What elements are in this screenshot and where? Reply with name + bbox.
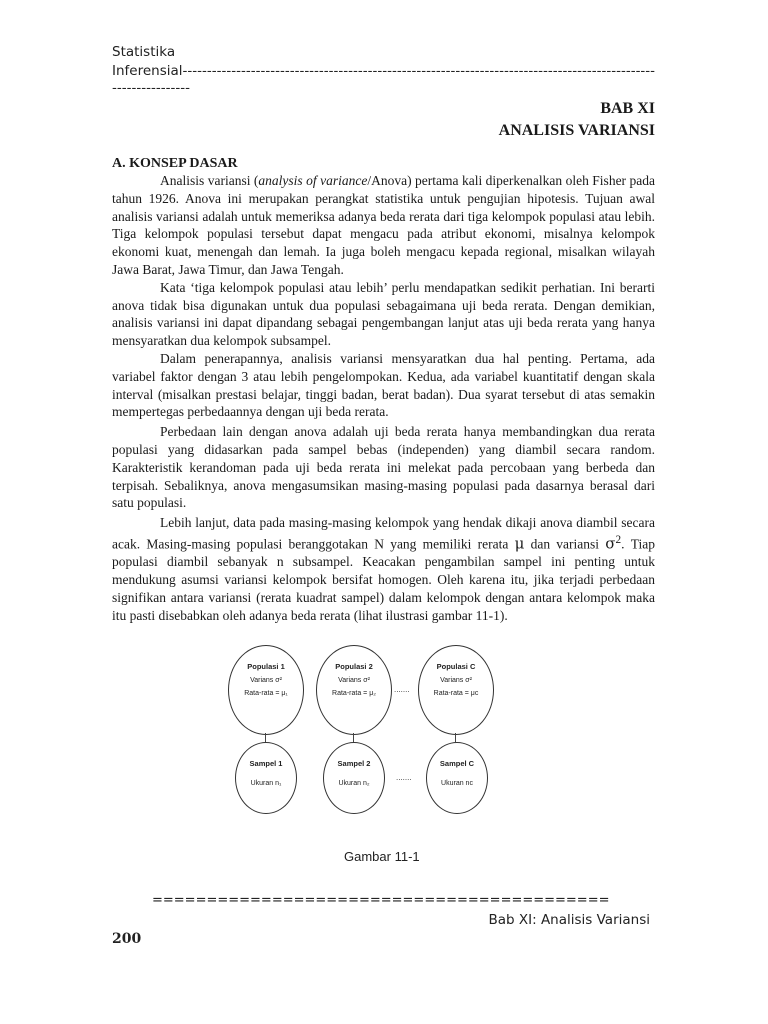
sample-size: Ukuran n₂ bbox=[338, 780, 370, 787]
paragraph-4: Perbedaan lain dengan anova adalah uji beda rerata hanya membandingkan dua rerata populasi yang didasarkan pada sampel bebas (independen) yang diambil secara random. Karakteristik kerandoman pada uji beda rerata ini melekat pada percobaan yang berbeda dan terpisah. Sebaliknya, anova mengasumsikan masing-masing populasi pada dasarnya berasal dari satu populasi. bbox=[112, 424, 655, 511]
footer-chapter-title: Bab XI: Analisis Variansi bbox=[488, 912, 650, 928]
population-variance: Varians σ² bbox=[440, 677, 472, 684]
sample-circle-c bbox=[426, 742, 488, 814]
sample-name: Sampel 1 bbox=[249, 759, 283, 768]
population-name: Populasi 1 bbox=[247, 662, 285, 671]
population-mean: Rata-rata = μ₂ bbox=[332, 690, 376, 697]
population-mean: Rata-rata = μ₁ bbox=[244, 690, 288, 697]
header-dash-rule-2: ---------------- bbox=[112, 80, 190, 96]
section-heading: A. KONSEP DASAR bbox=[112, 156, 238, 171]
header-dash-rule: ------------------------------------------------------------------------------------------------- bbox=[182, 63, 656, 79]
connector-line bbox=[455, 733, 456, 742]
connector-line bbox=[265, 733, 266, 742]
population-circle-c bbox=[418, 645, 494, 735]
paragraph-5: Lebih lanjut, data pada masing-masing kelompok yang hendak dikaji anova diambil secara acak. Masing-masing populasi beranggotakan N yang memiliki rerata μ dan variansi $\sigma^2$. Tiap populasi diambil sebanyak n subsampel. Keacakan pengambilan sampel ini penting untuk mendukung asumsi variansi kelompok bersifat homogen. Oleh karena itu, jika terjadi perbedaan signifikan antara variansi (rerata kuadrat sampel) dalam kelompok dengan antara kelompok maka itu pasti disebabkan oleh adanya beda rerata (lihat ilustrasi gambar 11-1). bbox=[112, 515, 656, 623]
chapter-heading bbox=[499, 98, 655, 142]
running-header-subtitle: Inferensial bbox=[112, 63, 183, 79]
figure-illustration bbox=[228, 645, 500, 825]
footer-rule: ========================================== bbox=[152, 893, 610, 908]
paragraph-1: Analisis variansi (analysis of variance/Anova) pertama kali diperkenalkan oleh Fisher pada tahun 1926. Anova ini merupakan perangkat statistika untuk pengujian hipotesis. Tujuan awal analisis variansi adalah untuk memeriksa adanya beda rerata dari tiga kelompok populasi atau lebih. Tiga kelompok populasi tersebut dapat mengacu pada atribut ekonomi, misalnya kelompok ekonomi kuat, menengah dan lemah. Ia juga boleh mengacu kepada regional, misalkan wilayah Jawa Barat, Jawa Timur, dan Jawa Tengah. bbox=[112, 173, 655, 277]
sample-circle-2 bbox=[323, 742, 385, 814]
page-number: 200 bbox=[112, 931, 142, 947]
sample-size: Ukuran nc bbox=[441, 780, 473, 787]
sample-size: Ukuran n₁ bbox=[250, 780, 282, 787]
chapter-title: ANALISIS VARIANSI bbox=[498, 122, 655, 139]
population-variance: Varians σ² bbox=[338, 677, 370, 684]
paragraph-3: Dalam penerapannya, analisis variansi mensyaratkan dua hal penting. Pertama, ada variabel faktor dengan 3 atau lebih pengelompokan. Kedua, ada variabel kuantitatif dengan skala interval (misalkan prestasi belajar, tinggi badan, berat badan). Dua syarat tersebut di atas semakin mempertegas perbedaannya dengan uji beda rerata. bbox=[112, 350, 655, 420]
figure-caption: Gambar 11-1 bbox=[344, 849, 420, 864]
body-text bbox=[112, 172, 655, 624]
population-name: Populasi 2 bbox=[335, 662, 373, 671]
running-header-title: Statistika bbox=[112, 44, 176, 60]
connector-line bbox=[353, 733, 354, 742]
chapter-number: BAB XI bbox=[600, 100, 655, 117]
superscript-2: 2 bbox=[615, 533, 622, 546]
population-variance: Varians σ² bbox=[250, 677, 282, 684]
italic-term: analysis of variance bbox=[258, 173, 368, 188]
population-name: Populasi C bbox=[436, 662, 476, 671]
sample-circle-1 bbox=[235, 742, 297, 814]
mu-symbol: μ bbox=[514, 534, 525, 553]
paragraph-2: Kata ‘tiga kelompok populasi atau lebih’ perlu mendapatkan sedikit perhatian. Ini berarti anova tidak bisa digunakan untuk dua populasi sebagaimana uji beda rerata. Dengan demikian, analisis variansi ini dapat dipandang sebagai pengembangan lanjut atas uji beda rerata yang hanya mensyaratkan dua kelompok subsampel. bbox=[112, 279, 655, 349]
running-header-rule bbox=[112, 62, 672, 80]
ellipsis-top: ....... bbox=[394, 685, 410, 694]
sigma-symbol: σ bbox=[605, 534, 616, 553]
sample-name: Sampel 2 bbox=[337, 759, 371, 768]
ellipsis-bottom: ....... bbox=[396, 773, 412, 782]
population-circle-1 bbox=[228, 645, 304, 735]
population-circle-2 bbox=[316, 645, 392, 735]
sample-name: Sampel C bbox=[439, 759, 475, 768]
population-mean: Rata-rata = μc bbox=[433, 690, 479, 697]
